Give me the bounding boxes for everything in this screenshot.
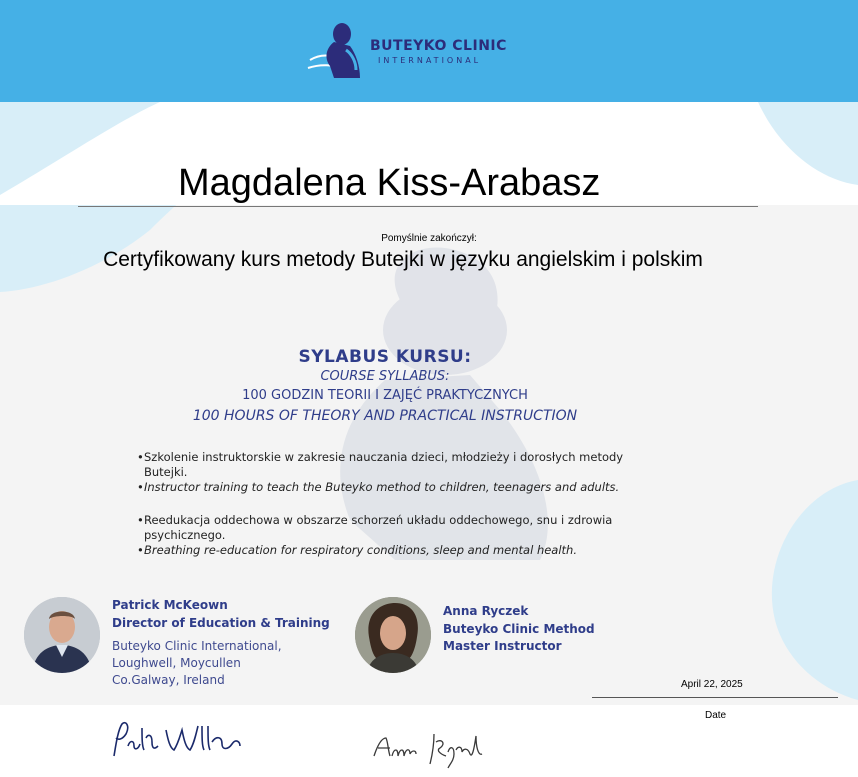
logo-title: BUTEYKO CLINIC bbox=[370, 38, 507, 54]
date-label: Date bbox=[705, 710, 727, 721]
list-item: • Szkolenie instruktorskie w zakresie nauczania dzieci, młodzieży i dorosłych metody Butejki. bbox=[137, 450, 647, 480]
instructor-name: Patrick McKeown bbox=[112, 598, 228, 612]
name-underline bbox=[78, 206, 758, 207]
completed-label: Pomyślnie zakończył: bbox=[381, 233, 477, 244]
signature-patrick bbox=[108, 716, 248, 766]
course-title: Certyfikowany kurs metody Butejki w języku angielskim i polskim bbox=[103, 248, 703, 271]
buteyko-logo-icon bbox=[306, 20, 368, 82]
address-line: Co.Galway, Ireland bbox=[112, 673, 225, 687]
instructor-title: Master Instructor bbox=[443, 639, 562, 653]
avatar bbox=[355, 597, 431, 673]
address-line: Buteyko Clinic International, bbox=[112, 639, 282, 653]
instructor-title: Buteyko Clinic Method bbox=[443, 621, 595, 636]
list-item: • Reedukacja oddechowa w obszarze schorzeń układu oddechowego, snu i zdrowia psychicznego. bbox=[137, 513, 647, 543]
date-line bbox=[592, 697, 838, 698]
syllabus-list bbox=[137, 450, 647, 558]
list-item: • Instructor training to teach the Buteyko method to children, teenagers and adults. bbox=[137, 480, 647, 495]
logo bbox=[306, 20, 506, 82]
list-item: • Breathing re-education for respiratory conditions, sleep and mental health. bbox=[137, 543, 647, 558]
instructor-name: Anna Ryczek bbox=[443, 604, 529, 618]
instructor-anna bbox=[443, 603, 595, 656]
syllabus-hours-en: 100 HOURS OF THEORY AND PRACTICAL INSTRUCTION bbox=[192, 408, 578, 424]
syllabus-heading-pl: SYLABUS KURSU: bbox=[298, 347, 472, 367]
signature-anna bbox=[370, 726, 490, 770]
avatar bbox=[24, 597, 100, 673]
recipient-name: Magdalena Kiss-Arabasz bbox=[178, 162, 601, 204]
logo-subtitle: INTERNATIONAL bbox=[378, 56, 482, 65]
syllabus-heading-en: COURSE SYLLABUS: bbox=[320, 369, 450, 384]
syllabus-hours-pl: 100 GODZIN TEORII I ZAJĘĆ PRAKTYCZNYCH bbox=[242, 388, 528, 403]
instructor-title: Director of Education & Training bbox=[112, 616, 330, 630]
date-value: April 22, 2025 bbox=[681, 679, 743, 690]
syllabus-block bbox=[0, 346, 770, 426]
address-line: Loughwell, Moycullen bbox=[112, 656, 241, 670]
instructor-patrick bbox=[112, 597, 330, 689]
